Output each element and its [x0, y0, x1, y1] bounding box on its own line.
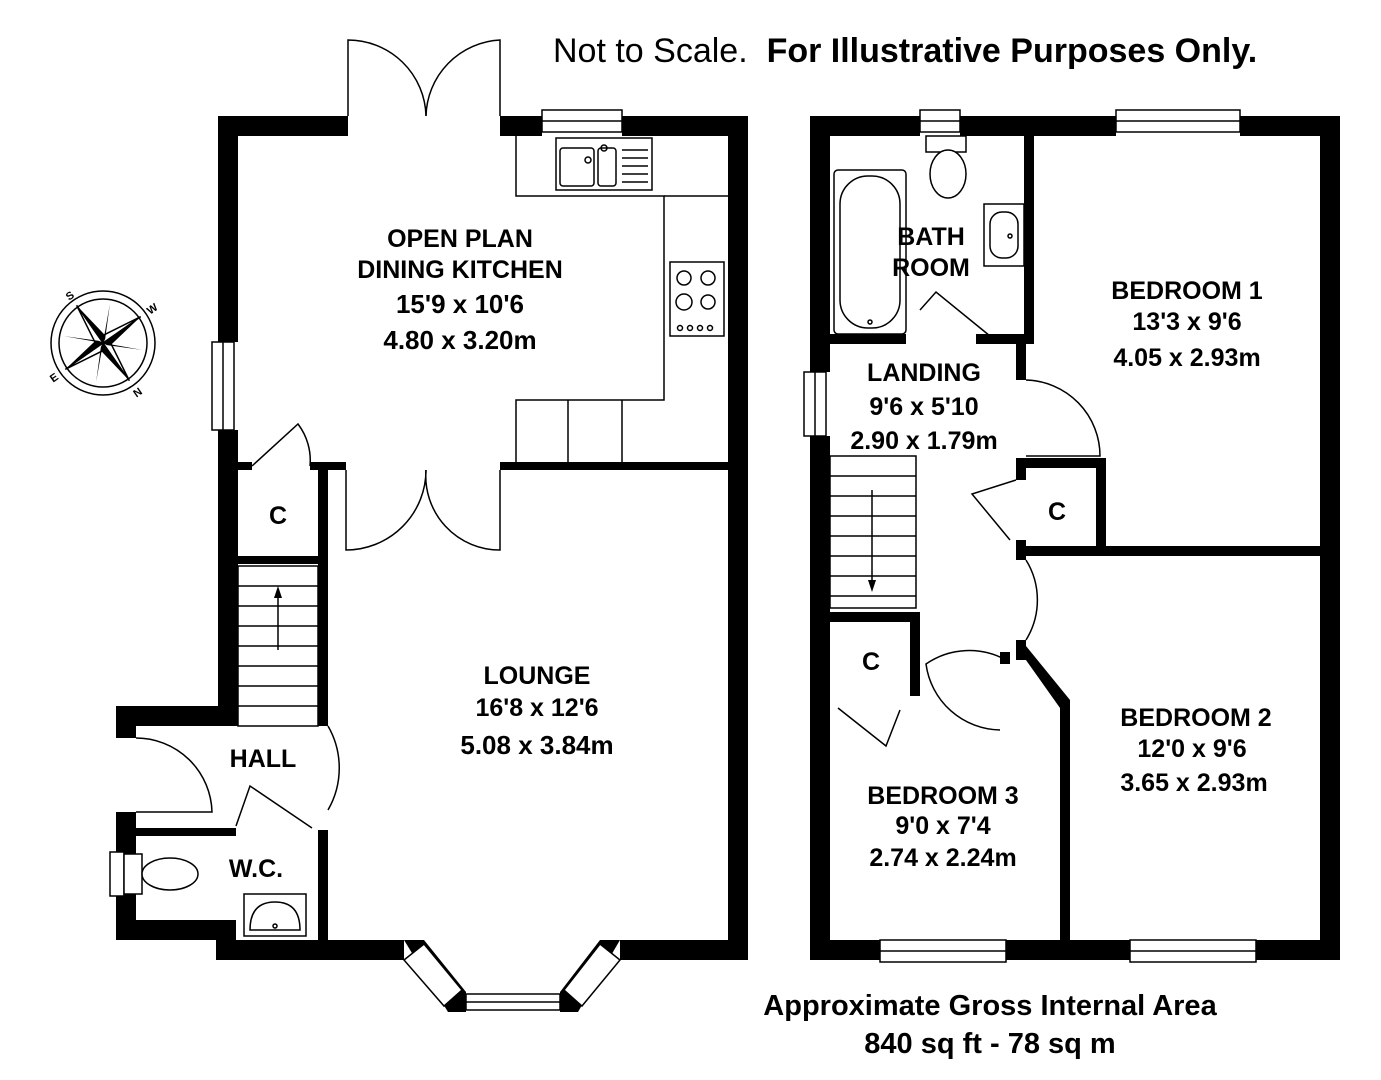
kitchen-label-1: OPEN PLAN [387, 225, 533, 253]
lounge-metric: 5.08 x 3.84m [460, 730, 614, 760]
sink-icon [556, 138, 652, 190]
compass-n: N [131, 385, 145, 401]
bedroom1-label: BEDROOM 1 [1111, 277, 1263, 305]
landing-imperial: 9'6 x 5'10 [869, 393, 979, 421]
stairs-first [830, 456, 916, 608]
hall-label: HALL [229, 745, 297, 773]
cupboard-label-ground: C [268, 502, 288, 530]
toilet-icon-upstairs [926, 136, 966, 198]
bedroom1-imperial: 13'3 x 9'6 [1132, 308, 1242, 336]
basin-icon-upstairs [984, 204, 1024, 266]
compass-rose-icon [15, 254, 196, 435]
compass-e: E [47, 371, 61, 386]
stairs-ground [238, 566, 318, 726]
bedroom1-metric: 4.05 x 2.93m [1113, 344, 1261, 372]
kitchen-label-2: DINING KITCHEN [357, 256, 563, 284]
bathroom-label-1: BATH [897, 223, 965, 251]
hob-icon [670, 262, 724, 336]
compass-w: W [145, 301, 161, 318]
area-title: Approximate Gross Internal Area [763, 990, 1217, 1022]
kitchen-metric: 4.80 x 3.20m [383, 325, 537, 355]
lounge-label: LOUNGE [483, 662, 591, 690]
bedroom3-metric: 2.74 x 2.24m [869, 844, 1017, 872]
bedroom2-metric: 3.65 x 2.93m [1120, 769, 1268, 797]
compass-s: S [63, 289, 77, 304]
toilet-icon [110, 852, 198, 896]
ground-floor [110, 40, 748, 1012]
bedroom2-imperial: 12'0 x 9'6 [1137, 735, 1247, 763]
kitchen-imperial: 15'9 x 10'6 [395, 289, 525, 319]
bath-icon [834, 170, 906, 334]
first-floor [804, 110, 1340, 962]
bedroom3-imperial: 9'0 x 7'4 [895, 812, 991, 840]
landing-metric: 2.90 x 1.79m [850, 427, 998, 455]
cupboard-label-landing: C [1047, 498, 1067, 526]
lounge-imperial: 16'8 x 12'6 [475, 694, 599, 722]
landing-label: LANDING [867, 359, 981, 387]
scale-note: Not to Scale. [553, 32, 748, 70]
area-value: 840 sq ft - 78 sq m [864, 1028, 1116, 1060]
purpose-note: For Illustrative Purposes Only. [766, 32, 1258, 70]
bedroom3-label: BEDROOM 3 [867, 782, 1019, 810]
bathroom-label-2: ROOM [892, 254, 970, 282]
cupboard-label-bed3: C [861, 648, 881, 676]
wc-label: W.C. [228, 855, 284, 883]
bedroom2-label: BEDROOM 2 [1120, 704, 1272, 732]
basin-icon [244, 894, 306, 936]
